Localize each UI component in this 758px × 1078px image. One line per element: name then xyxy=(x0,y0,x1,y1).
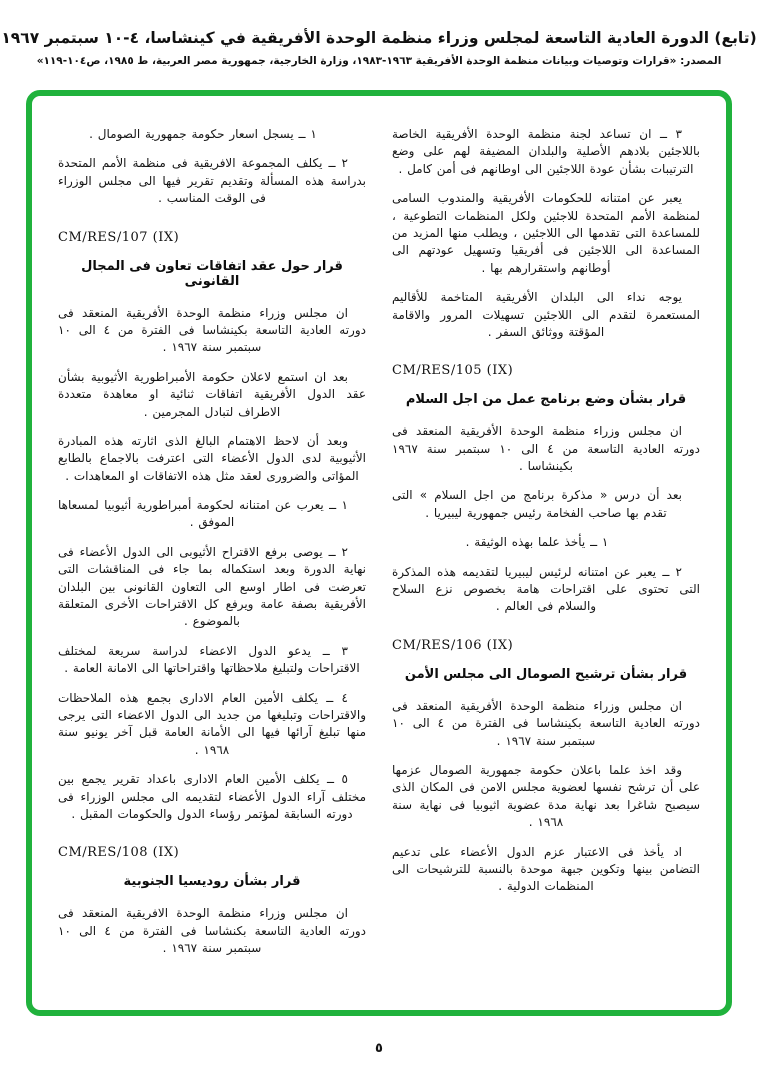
paragraph: اد يأخذ فى الاعتبار عزم الدول الأعضاء على تدعيم التضامن بينها وتكوين جبهة موحدة بالنسبة للترشيحات الى المنظمات الدولية . xyxy=(392,844,700,894)
resolution-ref: CM/RES/108 (IX) xyxy=(58,845,180,861)
column-left xyxy=(58,126,366,990)
page-number: ٥ xyxy=(375,1041,383,1056)
resolution-title: قرار حول عقد اتفاقات تعاون فى المجال القانونى xyxy=(81,258,343,289)
resolution-ref: CM/RES/106 (IX) xyxy=(392,637,514,653)
paragraph: يوجه نداء الى البلدان الأفريقية المتاخمة للأقاليم المستعمرة لتقدم الى اللاجئين تسهيلات المرور والاقامة المؤقتة ووثائق السفر . xyxy=(392,290,700,339)
paragraph: ١ ــ يأخذ علما بهذه الوثيقة . xyxy=(465,535,609,550)
resolution-ref: CM/RES/105 (IX) xyxy=(392,363,514,379)
paragraph: ان مجلس وزراء منظمة الوحدة الأفريقية المنعقد فى دورته العادية التاسعة بكينشاسا فى الفترة من ٤ الى ١٠ سبتمبر سنة ١٩٦٧ . xyxy=(392,698,700,748)
paragraph: ٢ ــ يكلف المجموعة الافريقية فى منظمة الأمم المتحدة بدراسة هذه المسألة وتقديم تقرير فيها الى مجلس الوزراء فى الوقت المناسب . xyxy=(58,156,366,206)
paragraph: وبعد أن لاحظ الاهتمام البالغ الذى اثارته هذه المبادرة الأثيوبية لدى الدول الأعضاء التى اعترفت بالاجماع بالطابع المؤاتى والضرورى لعقد مثل هذه الاتفاقات او المعاهدات . xyxy=(58,433,366,483)
two-column-text xyxy=(58,126,700,990)
paragraph: ان مجلس وزراء منظمة الوحدة الافريقية المنعقد فى دورته العادية التاسعة بكنشاسا فى الفترة من ٤ الى ١٠ سبتمبر سنة ١٩٦٧ . xyxy=(58,906,367,956)
paragraph: ٤ ــ يكلف الأمين العام الادارى بجمع هذه الملاحظات والاقتراحات وتبليغها من جديد الى الدول الاعضاء التى يرجى منها تبليغ آرائها فيها الى الأمانة العامة قبل آخر يونيو سنة ١٩٦٨ . xyxy=(58,690,366,757)
paragraph: بعد أن درس « مذكرة برنامج من اجل السلام » التى تقدم بها صاحب الفخامة رئيس جمهورية ليبيريا . xyxy=(392,488,682,520)
paragraph: بعد ان استمع لاعلان حكومة الأمبراطورية الأثيوبية بشأن عقد الدول الأفريقية اتفاقات ثنائية او معاهدة متعددة الاطراف لتبادل المجرمين . xyxy=(58,369,366,419)
content-border-box xyxy=(26,90,732,1016)
paragraph: ١ ــ يسجل اسعار حكومة جمهورية الصومال . xyxy=(89,127,317,141)
paragraph: ان مجلس وزراء منظمة الوحدة الأفريقية المنعقد فى دورته العادية التاسعة بكينشاسا فى الفترة من ٤ الى ١٠ سبتمبر سنة ١٩٦٧ . xyxy=(58,305,366,355)
paragraph: ان مجلس وزراء منظمة الوحدة الأفريقية المنعقد فى دورته العادية التاسعة من ٤ الى ١٠ سبتمبر سنة ١٩٦٧ بكينشاسا . xyxy=(392,424,701,474)
paragraph: يعبر عن امتنانه للحكومات الأفريقية والمندوب السامى لمنظمة الأمم المتحدة للاجئين ولكل المنظمات التطوعية ، للمساعدة التى تقدمها الى اللاجئين ، ويطلب منها المزيد من المساعدة الى اللاجئين فى أفريقيا وتسهيل عودتهم الى أوطانهم واستقرارهم بها . xyxy=(392,191,700,275)
paragraph: ١ ــ يعرب عن امتنانه لحكومة أمبراطورية أثيوبيا لمسعاها الموفق . xyxy=(58,498,348,530)
document-title: (تابع) الدورة العادية التاسعة لمجلس وزراء منظمة الوحدة الأفريقية في كينشاسا، ٤-١٠ سبتمبر ١٩٦٧ xyxy=(1,29,757,47)
paragraph: ٢ ــ يعبر عن امتنانه لرئيس ليبيريا لتقديمه هذه المذكرة التى تحتوى على اقتراحات هامة بخصوص نزع السلاح والسلام فى العالم . xyxy=(392,564,700,614)
resolution-title: قرار بشأن روديسيا الجنوبية xyxy=(123,874,301,890)
page-header xyxy=(0,28,758,67)
paragraph: ٥ ــ يكلف الأمين العام الادارى باعداد تقرير يجمع بين مختلف آراء الدول الأعضاء لتقديمه الى مجلس الوزراء فى دورته السابقة لمؤتمر رؤساء الدول والحكومات المقبل . xyxy=(58,772,366,821)
resolution-title: قرار بشأن وضع برنامج عمل من اجل السلام xyxy=(405,392,687,408)
document-source-line: المصدر: «قرارات وتوصيات وبيانات منظمة الوحدة الأفريقية ١٩٦٣-١٩٨٣، وزارة الخارجية، جمهورية مصر العربية، ط ١٩٨٥، ص١٠٤-١١٩» xyxy=(36,55,722,68)
resolution-ref: CM/RES/107 (IX) xyxy=(58,229,180,245)
paragraph: وقد اخذ علما باعلان حكومة جمهورية الصومال عزمها على أن ترشح نفسها لعضوية مجلس الامن فى المكان الذى سيصبح شاغرا بعد نهاية مدة عضوية اثيوبيا فى نهاية سنة ١٩٦٨ . xyxy=(392,762,700,830)
paragraph: ٣ ــ ان تساعد لجنة منظمة الوحدة الأفريقية الخاصة باللاجئين بلادهم الأصلية والبلدان المضيفة لهم على وضع الترتيبات بشأن عودة اللاجئين الى اوطانهم فى أمن كامل . xyxy=(392,127,700,176)
paragraph: ٣ ــ يدعو الدول الاعضاء لدراسة سريعة لمختلف الاقتراحات ولتبليغ ملاحظاتها واقتراحاتها الى الامانة العامة . xyxy=(58,643,360,676)
column-right xyxy=(392,126,700,990)
resolution-title: قرار بشأن ترشيح الصومال الى مجلس الأمن xyxy=(404,666,688,682)
paragraph: ٢ ــ يوصى برفع الاقتراح الأثيوبى الى الدول الأعضاء فى نهاية الدورة وبعد استكماله بما جاء فى المناقشات التى تعرضت فى اطار اوسع الى التعاون القانونى بين البلدان الأفريقية بصفة عامة ويرفع كل الاقتراحات الأخرى المتعلقة بالموضوع . xyxy=(58,544,366,629)
